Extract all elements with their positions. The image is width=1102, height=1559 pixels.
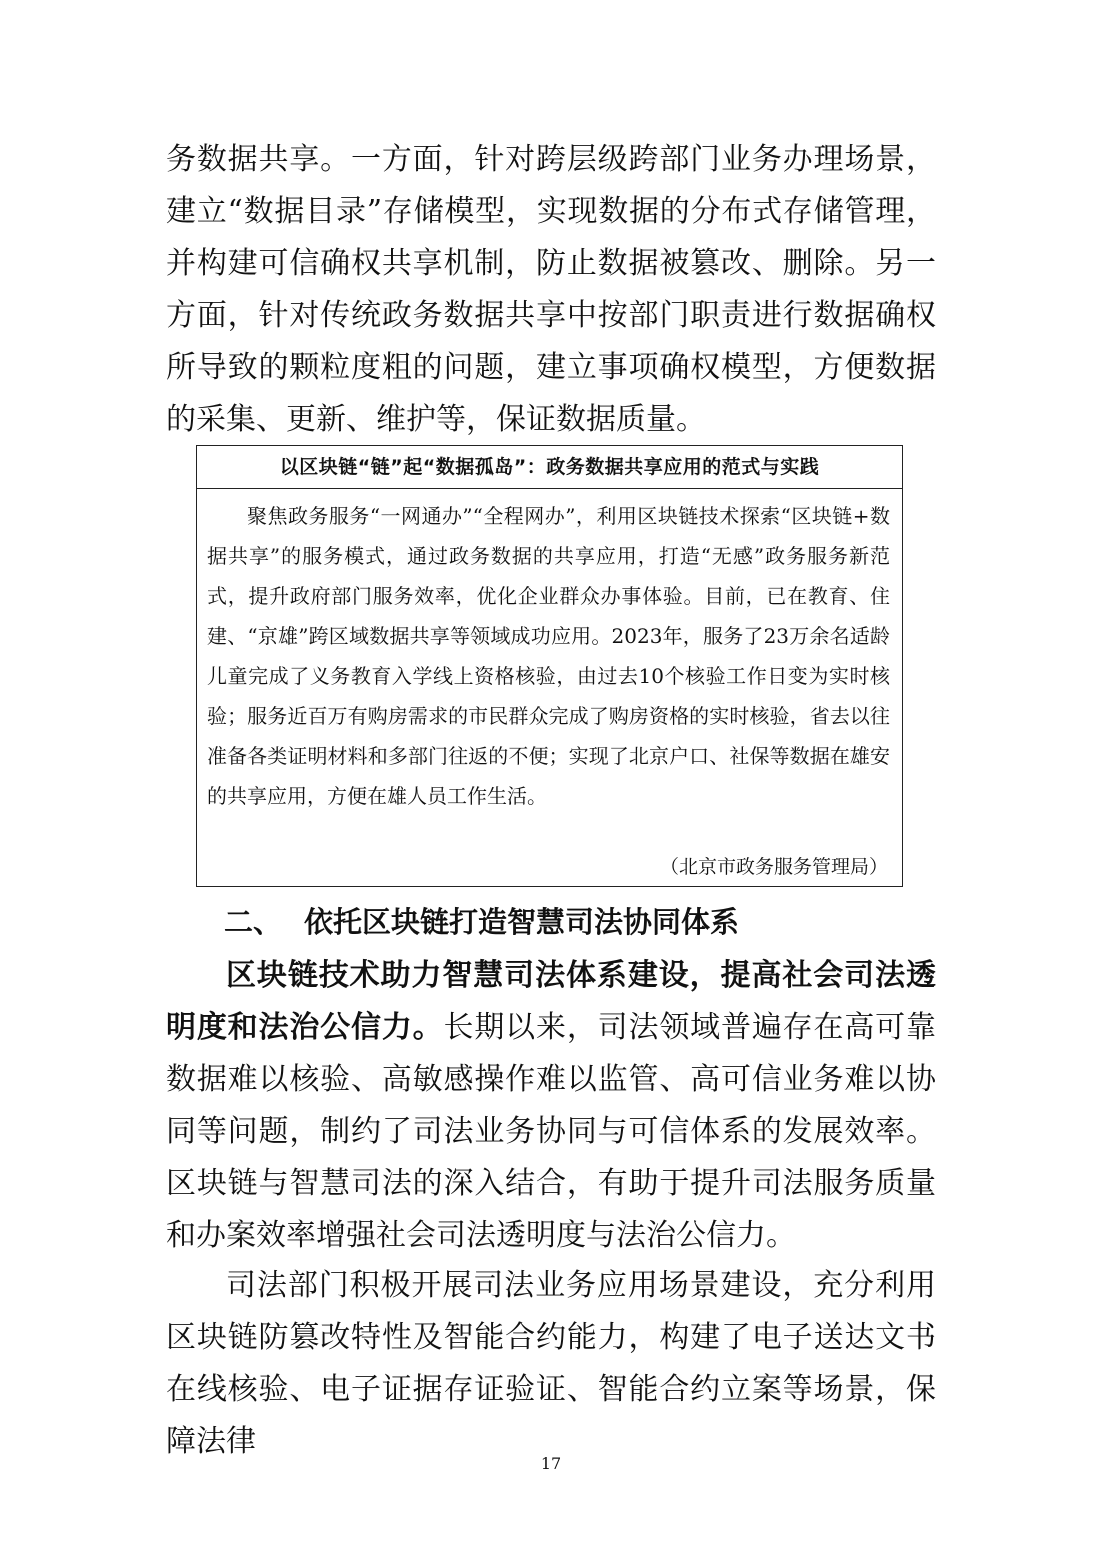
page-number: 17 xyxy=(540,1454,562,1473)
section-number: 二、 xyxy=(224,905,283,939)
case-study-source: （北京市政务服务管理局） xyxy=(659,856,888,878)
case-study-title: 以区块链“链”起“数据孤岛”：政务数据共享应用的范式与实践 xyxy=(197,446,902,489)
case-study-box xyxy=(196,445,903,887)
section-heading xyxy=(224,900,739,944)
continuation-paragraph: 务数据共享。一方面，针对跨层级跨部门业务办理场景，建立“数据目录”存储模型，实现数据的分布式存储管理，并构建可信确权共享机制，防止数据被篡改、删除。另一方面，针对传统政务数据共享中按部门职责进行数据确权所导致的颗粒度粗的问题，建立事项确权模型，方便数据的采集、更新、维护等，保证数据质量。 xyxy=(166,142,936,437)
judicial-scenarios-paragraph: 司法部门积极开展司法业务应用场景建设，充分利用区块链防篡改特性及智能合约能力，构建了电子送达文书在线核验、电子证据存证验证、智能合约立案等场景，保障法律 xyxy=(166,1268,936,1459)
case-study-body: 聚焦政务服务“一网通办”“全程网办”，利用区块链技术探索“区块链+数据共享”的服务模式，通过政务数据的共享应用，打造“无感”政务服务新范式，提升政府部门服务效率，优化企业群众办事体验。目前，已在教育、住建、“京雄”跨区域数据共享等领域成功应用。2023年，服务了23万余名适龄儿童完成了义务教育入学线上资格核验，由过去10个核验工作日变为实时核验；服务近百万有购房需求的市民群众完成了购房资格的实时核验，省去以往准备各类证明材料和多部门往返的不便；实现了北京户口、社保等数据在雄安的共享应用，方便在雄人员工作生活。 xyxy=(207,504,890,808)
section-paragraph xyxy=(166,950,936,1262)
section-lead-sentence: 区块链技术助力智慧司法体系建设，提高社会司法透明度和法治公信力。 xyxy=(166,958,936,1045)
section-paragraph-text: 长期以来，司法领域普遍存在高可靠数据难以核验、高敏感操作难以监管、高可信业务难以协同等问题，制约了司法业务协同与可信体系的发展效率。区块链与智慧司法的深入结合，有助于提升司法服务质量和办案效率增强社会司法透明度与法治公信力。 xyxy=(166,1010,936,1253)
section-title: 依托区块链打造智慧司法协同体系 xyxy=(304,905,740,939)
